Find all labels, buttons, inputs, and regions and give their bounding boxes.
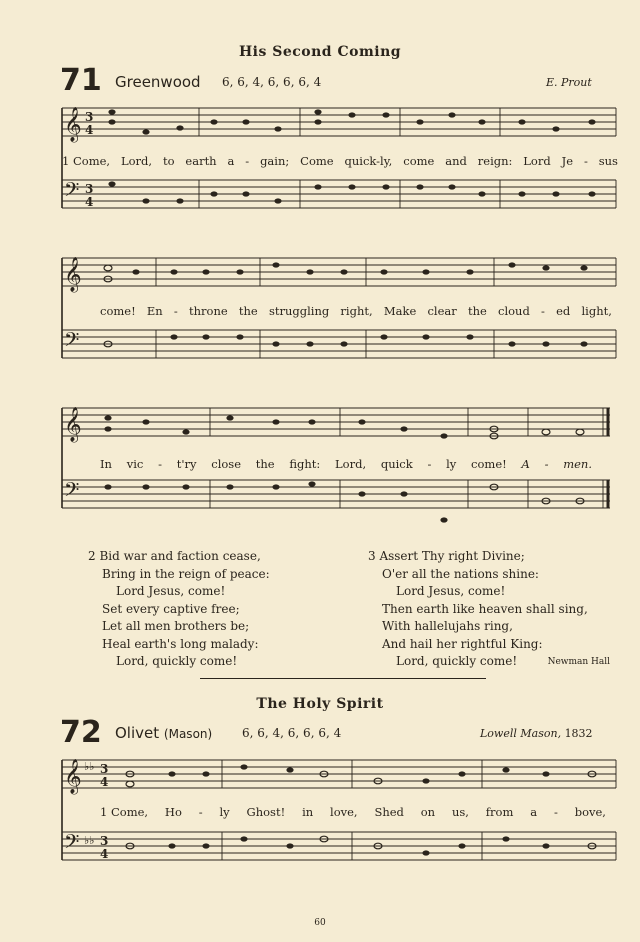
svg-text:3: 3 — [100, 762, 109, 776]
hymn72-lyrics-line-1: 1 Come, Ho - ly Ghost! in love, Shed on us, from a - bove, — [100, 805, 606, 819]
svg-text:♭♭: ♭♭ — [84, 760, 95, 773]
svg-text:4: 4 — [85, 195, 94, 209]
hymn-tune-title: Greenwood — [115, 73, 201, 91]
section-title-holy-spirit: The Holy Spirit — [256, 696, 384, 712]
hymn71-verse-3: 3 Assert Thy right Divine; O'er all the nations shine: Lord Jesus, come! Then earth like heaven shall sing, With hallelujahs ring, And hail her rightful King: Lord, quickly come! — [368, 549, 588, 668]
hymn-meter: 6, 6, 4, 6, 6, 6, 4 — [242, 726, 342, 740]
svg-text:4: 4 — [100, 775, 109, 789]
svg-text:𝄞: 𝄞 — [64, 407, 82, 442]
section-divider — [200, 678, 486, 679]
hymn71-lyrics-line-1: 1 Come, Lord, to earth a - gain; Come quick-ly, come and reign: Lord Je - sus — [62, 154, 618, 168]
svg-text:𝄢: 𝄢 — [64, 830, 80, 858]
svg-text:𝄞: 𝄞 — [64, 257, 82, 292]
hymn71-lyrics-line-3: In vic - t'ry close the fight: Lord, quick - ly come! A - men. — [100, 457, 592, 471]
hymn-composer: E. Prout — [546, 76, 592, 89]
section-title-his-second-coming: His Second Coming — [238, 44, 402, 60]
svg-text:4: 4 — [85, 123, 94, 137]
svg-text:3: 3 — [85, 182, 94, 196]
hymn-composer: Lowell Mason, 1832 — [480, 727, 593, 740]
hymn-number: 72 — [60, 715, 102, 750]
hymn-tune-title: Olivet (Mason) — [115, 724, 213, 742]
hymn71-lyrics-line-2: come! En - throne the struggling right, Make clear the cloud - ed light, — [100, 304, 612, 318]
svg-text:𝄢: 𝄢 — [64, 478, 80, 506]
svg-text:3: 3 — [85, 110, 94, 124]
hymn-number: 71 — [60, 63, 102, 98]
hymn-meter: 6, 6, 4, 6, 6, 6, 4 — [222, 75, 322, 89]
svg-text:4: 4 — [100, 847, 109, 861]
page-number: 60 — [314, 918, 326, 928]
svg-text:𝄢: 𝄢 — [64, 328, 80, 356]
svg-text:3: 3 — [100, 834, 109, 848]
hymn71-author: Newman Hall — [547, 657, 610, 667]
hymn71-verse-2: 2 Bid war and faction cease, Bring in the reign of peace: Lord Jesus, come! Set every captive free; Let all men brothers be; Heal earth's long malady: Lord, quickly come! — [88, 549, 270, 668]
svg-text:𝄞: 𝄞 — [64, 759, 82, 794]
svg-text:♭♭: ♭♭ — [84, 834, 95, 847]
svg-text:𝄢: 𝄢 — [64, 178, 80, 206]
svg-text:𝄞: 𝄞 — [64, 107, 82, 142]
